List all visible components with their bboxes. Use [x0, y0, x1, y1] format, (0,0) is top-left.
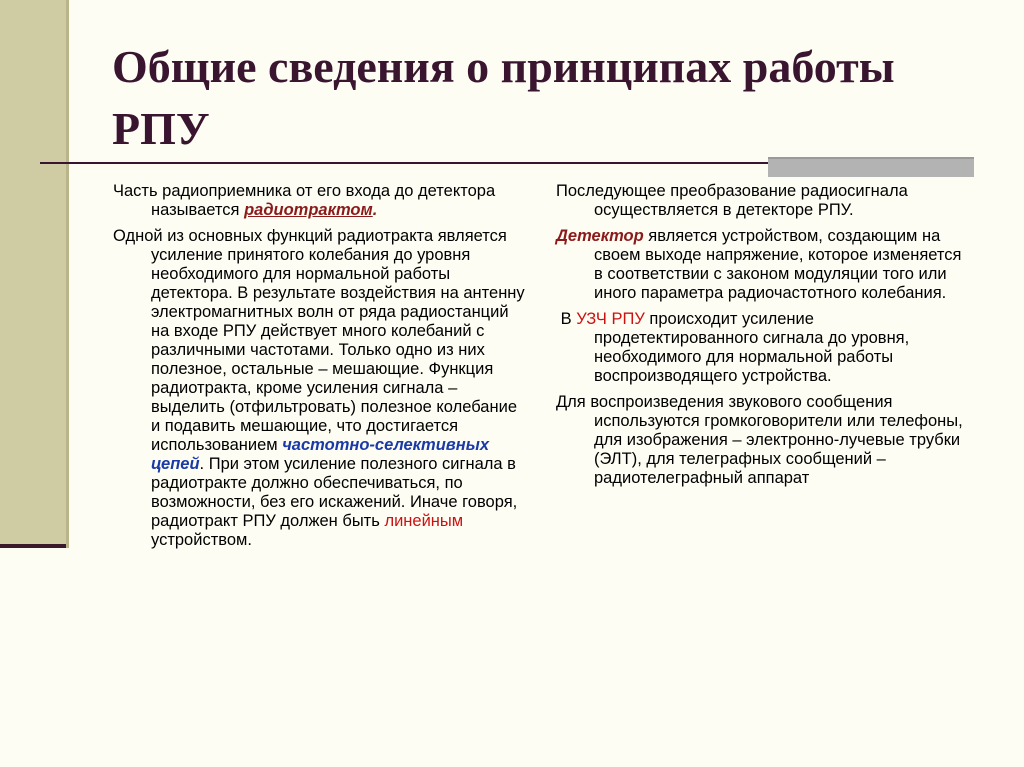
paragraph: Последующее преобразование радиосигнала осуществляется в детекторе РПУ. — [556, 182, 908, 219]
text: происходит усиление продетектированного сигнала до уровня, необходимого для нормальной работы воспроизводящего устройства. — [594, 310, 910, 385]
term-uzch: УЗЧ РПУ — [576, 310, 645, 328]
term-radiotract: радиотрактом — [244, 201, 373, 219]
paragraph — [556, 227, 974, 303]
text: устройством. — [151, 531, 252, 549]
side-accent-cap — [0, 544, 66, 548]
right-column — [556, 182, 974, 495]
text: Одной из основных функций радиотракта является усиление принятого колебания до уровня необходимого для нормальной работы детектора. В результате воздействия на антенну электромагнитных волн от ряда радиостанций на входе РПУ действует много колебаний с различными частотами. Только одно из них полезное, остальные – мешающие. Функция радиотракта, кроме усиления сигнала – выделить (отфильтровать) полезное колебание и подавить мешающие, что достигается использованием — [113, 227, 525, 454]
paragraph — [556, 310, 974, 386]
text: Часть радиоприемника от его входа до детектора называется — [113, 182, 496, 219]
paragraph: Для воспроизведения звукового сообщения используются громкоговорители или телефоны, для изображения – электронно-лучевые трубки (ЭЛТ), для телеграфных сообщений – радиотелеграфный аппарат — [556, 393, 963, 487]
text: является устройством, создающим на своем выходе напряжение, которое изменяется в соответствии с законом модуляции того или иного параметра радиочастотного колебания. — [594, 227, 962, 302]
side-accent-bar — [0, 0, 66, 548]
paragraph — [113, 227, 528, 550]
term-selective-circuits: частотно-селективных цепей — [151, 436, 489, 473]
title-accent-block — [768, 157, 974, 177]
left-column — [113, 182, 528, 557]
term-detector: Детектор — [556, 227, 644, 245]
side-accent-shadow — [66, 0, 69, 548]
text: В — [556, 310, 577, 328]
text: . При этом усиление полезного сигнала в радиотракте должно обеспечиваться, по возможности, без его искажений. Иначе говоря, радиотракт РПУ должен быть — [151, 455, 518, 530]
paragraph — [113, 182, 528, 220]
text: . — [372, 201, 378, 219]
slide-title: Общие сведения о принципах работы РПУ — [112, 41, 895, 154]
term-linear: линейным — [384, 512, 464, 530]
